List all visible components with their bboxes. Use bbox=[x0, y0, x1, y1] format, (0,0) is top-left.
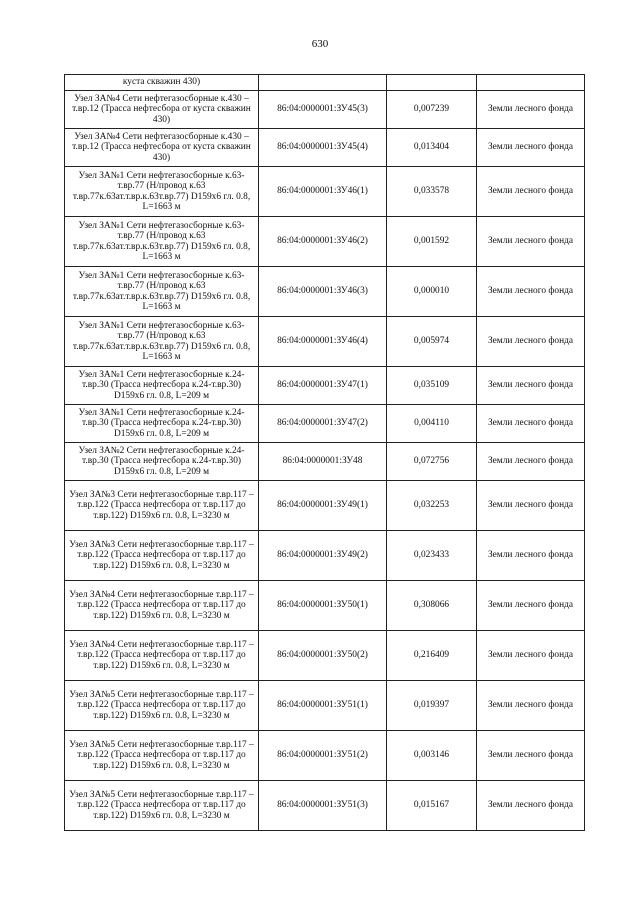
cadastral-number-cell: 86:04:0000001:ЗУ50(1) bbox=[259, 581, 387, 631]
area-cell: 0,023433 bbox=[387, 531, 477, 581]
table-row bbox=[65, 91, 585, 129]
object-name-cell: Узел ЗА№1 Сети нефтегазосборные к.63-т.вр.77 (Н/провод к.63 т.вр.77к.63ат.т.вр.к.63т.вр.77) D159х6 гл. 0.8, L=1663 м bbox=[65, 317, 259, 367]
table-row bbox=[65, 217, 585, 267]
area-cell: 0,003146 bbox=[387, 731, 477, 781]
land-category-cell: Земли лесного фонда bbox=[477, 91, 585, 129]
cadastral-number-cell: 86:04:0000001:ЗУ47(2) bbox=[259, 405, 387, 443]
cadastral-number-cell: 86:04:0000001:ЗУ49(1) bbox=[259, 481, 387, 531]
table-row bbox=[65, 317, 585, 367]
land-category-cell: Земли лесного фонда bbox=[477, 443, 585, 481]
area-cell: 0,019397 bbox=[387, 681, 477, 731]
area-cell: 0,004110 bbox=[387, 405, 477, 443]
area-cell: 0,007239 bbox=[387, 91, 477, 129]
cadastral-number-cell: 86:04:0000001:ЗУ51(3) bbox=[259, 781, 387, 831]
cadastral-number-cell: 86:04:0000001:ЗУ51(1) bbox=[259, 681, 387, 731]
object-name-cell: Узел ЗА№5 Сети нефтегазосборные т.вр.117 – т.вр.122 (Трасса нефтесбора от т.вр.117 до т.вр.122) D159х6 гл. 0.8, L=3230 м bbox=[65, 731, 259, 781]
table-row bbox=[65, 443, 585, 481]
cadastral-number-cell: 86:04:0000001:ЗУ49(2) bbox=[259, 531, 387, 581]
area-cell: 0,000010 bbox=[387, 267, 477, 317]
object-name-cell: Узел ЗА№2 Сети нефтегазосборные к.24-т.вр.30 (Трасса нефтесбора к.24-т.вр.30) D159х6 гл. 0.8, L=209 м bbox=[65, 443, 259, 481]
land-category-cell: Земли лесного фонда bbox=[477, 367, 585, 405]
cadastral-number-cell bbox=[259, 75, 387, 91]
table-row bbox=[65, 631, 585, 681]
area-cell: 0,216409 bbox=[387, 631, 477, 681]
table-row bbox=[65, 129, 585, 167]
area-cell: 0,035109 bbox=[387, 367, 477, 405]
land-category-cell: Земли лесного фонда bbox=[477, 731, 585, 781]
table-row bbox=[65, 405, 585, 443]
land-category-cell: Земли лесного фонда bbox=[477, 129, 585, 167]
table-row bbox=[65, 481, 585, 531]
table-row bbox=[65, 531, 585, 581]
table-row bbox=[65, 681, 585, 731]
area-cell: 0,308066 bbox=[387, 581, 477, 631]
cadastral-number-cell: 86:04:0000001:ЗУ45(3) bbox=[259, 91, 387, 129]
object-name-cell: Узел ЗА№3 Сети нефтегазосборные т.вр.117 – т.вр.122 (Трасса нефтесбора от т.вр.117 до т.вр.122) D159х6 гл. 0.8, L=3230 м bbox=[65, 531, 259, 581]
land-plots-table bbox=[64, 74, 585, 831]
cadastral-number-cell: 86:04:0000001:ЗУ48 bbox=[259, 443, 387, 481]
land-category-cell: Земли лесного фонда bbox=[477, 581, 585, 631]
object-name-cell: Узел ЗА№3 Сети нефтегазосборные т.вр.117 – т.вр.122 (Трасса нефтесбора от т.вр.117 до т.вр.122) D159х6 гл. 0.8, L=3230 м bbox=[65, 481, 259, 531]
table-row bbox=[65, 781, 585, 831]
cadastral-number-cell: 86:04:0000001:ЗУ47(1) bbox=[259, 367, 387, 405]
object-name-cell: Узел ЗА№1 Сети нефтегазосборные к.63-т.вр.77 (Н/провод к.63 т.вр.77к.63ат.т.вр.к.63т.вр.77) D159х6 гл. 0.8, L=1663 м bbox=[65, 167, 259, 217]
table-row-continuation bbox=[65, 75, 585, 91]
object-name-cell: куста скважин 430) bbox=[65, 75, 259, 91]
object-name-cell: Узел ЗА№1 Сети нефтегазосборные к.63-т.вр.77 (Н/провод к.63 т.вр.77к.63ат.т.вр.к.63т.вр.77) D159х6 гл. 0.8, L=1663 м bbox=[65, 217, 259, 267]
table-row bbox=[65, 267, 585, 317]
land-category-cell: Земли лесного фонда bbox=[477, 167, 585, 217]
area-cell: 0,032253 bbox=[387, 481, 477, 531]
object-name-cell: Узел ЗА№4 Сети нефтегазосборные к.430 – т.вр.12 (Трасса нефтесбора от куста скважин 430) bbox=[65, 91, 259, 129]
land-category-cell: Земли лесного фонда bbox=[477, 267, 585, 317]
object-name-cell: Узел ЗА№5 Сети нефтегазосборные т.вр.117 – т.вр.122 (Трасса нефтесбора от т.вр.117 до т.вр.122) D159х6 гл. 0.8, L=3230 м bbox=[65, 781, 259, 831]
area-cell: 0,001592 bbox=[387, 217, 477, 267]
object-name-cell: Узел ЗА№1 Сети нефтегазосборные к.24-т.вр.30 (Трасса нефтесбора к.24-т.вр.30) D159х6 гл. 0.8, L=209 м bbox=[65, 367, 259, 405]
object-name-cell: Узел ЗА№4 Сети нефтегазосборные т.вр.117 – т.вр.122 (Трасса нефтесбора от т.вр.117 до т.вр.122) D159х6 гл. 0.8, L=3230 м bbox=[65, 581, 259, 631]
land-category-cell: Земли лесного фонда bbox=[477, 631, 585, 681]
object-name-cell: Узел ЗА№5 Сети нефтегазосборные т.вр.117 – т.вр.122 (Трасса нефтесбора от т.вр.117 до т.вр.122) D159х6 гл. 0.8, L=3230 м bbox=[65, 681, 259, 731]
cadastral-number-cell: 86:04:0000001:ЗУ51(2) bbox=[259, 731, 387, 781]
cadastral-number-cell: 86:04:0000001:ЗУ50(2) bbox=[259, 631, 387, 681]
land-category-cell: Земли лесного фонда bbox=[477, 405, 585, 443]
object-name-cell: Узел ЗА№1 Сети нефтегазосборные к.63-т.вр.77 (Н/провод к.63 т.вр.77к.63ат.т.вр.к.63т.вр.77) D159х6 гл. 0.8, L=1663 м bbox=[65, 267, 259, 317]
cadastral-number-cell: 86:04:0000001:ЗУ46(3) bbox=[259, 267, 387, 317]
area-cell: 0,015167 bbox=[387, 781, 477, 831]
area-cell: 0,005974 bbox=[387, 317, 477, 367]
object-name-cell: Узел ЗА№4 Сети нефтегазосборные т.вр.117 – т.вр.122 (Трасса нефтесбора от т.вр.117 до т.вр.122) D159х6 гл. 0.8, L=3230 м bbox=[65, 631, 259, 681]
land-category-cell: Земли лесного фонда bbox=[477, 217, 585, 267]
land-category-cell bbox=[477, 75, 585, 91]
area-cell bbox=[387, 75, 477, 91]
table-row bbox=[65, 731, 585, 781]
area-cell: 0,033578 bbox=[387, 167, 477, 217]
cadastral-number-cell: 86:04:0000001:ЗУ46(4) bbox=[259, 317, 387, 367]
table-row bbox=[65, 367, 585, 405]
land-category-cell: Земли лесного фонда bbox=[477, 681, 585, 731]
land-category-cell: Земли лесного фонда bbox=[477, 781, 585, 831]
land-category-cell: Земли лесного фонда bbox=[477, 481, 585, 531]
cadastral-number-cell: 86:04:0000001:ЗУ46(2) bbox=[259, 217, 387, 267]
object-name-cell: Узел ЗА№4 Сети нефтегазосборные к.430 – т.вр.12 (Трасса нефтесбора от куста скважин 430) bbox=[65, 129, 259, 167]
table-row bbox=[65, 581, 585, 631]
cadastral-number-cell: 86:04:0000001:ЗУ45(4) bbox=[259, 129, 387, 167]
area-cell: 0,072756 bbox=[387, 443, 477, 481]
land-category-cell: Земли лесного фонда bbox=[477, 317, 585, 367]
area-cell: 0,013404 bbox=[387, 129, 477, 167]
object-name-cell: Узел ЗА№1 Сети нефтегазосборные к.24-т.вр.30 (Трасса нефтесбора к.24-т.вр.30) D159х6 гл. 0.8, L=209 м bbox=[65, 405, 259, 443]
page-number: 630 bbox=[311, 38, 329, 50]
cadastral-number-cell: 86:04:0000001:ЗУ46(1) bbox=[259, 167, 387, 217]
land-category-cell: Земли лесного фонда bbox=[477, 531, 585, 581]
table-row bbox=[65, 167, 585, 217]
